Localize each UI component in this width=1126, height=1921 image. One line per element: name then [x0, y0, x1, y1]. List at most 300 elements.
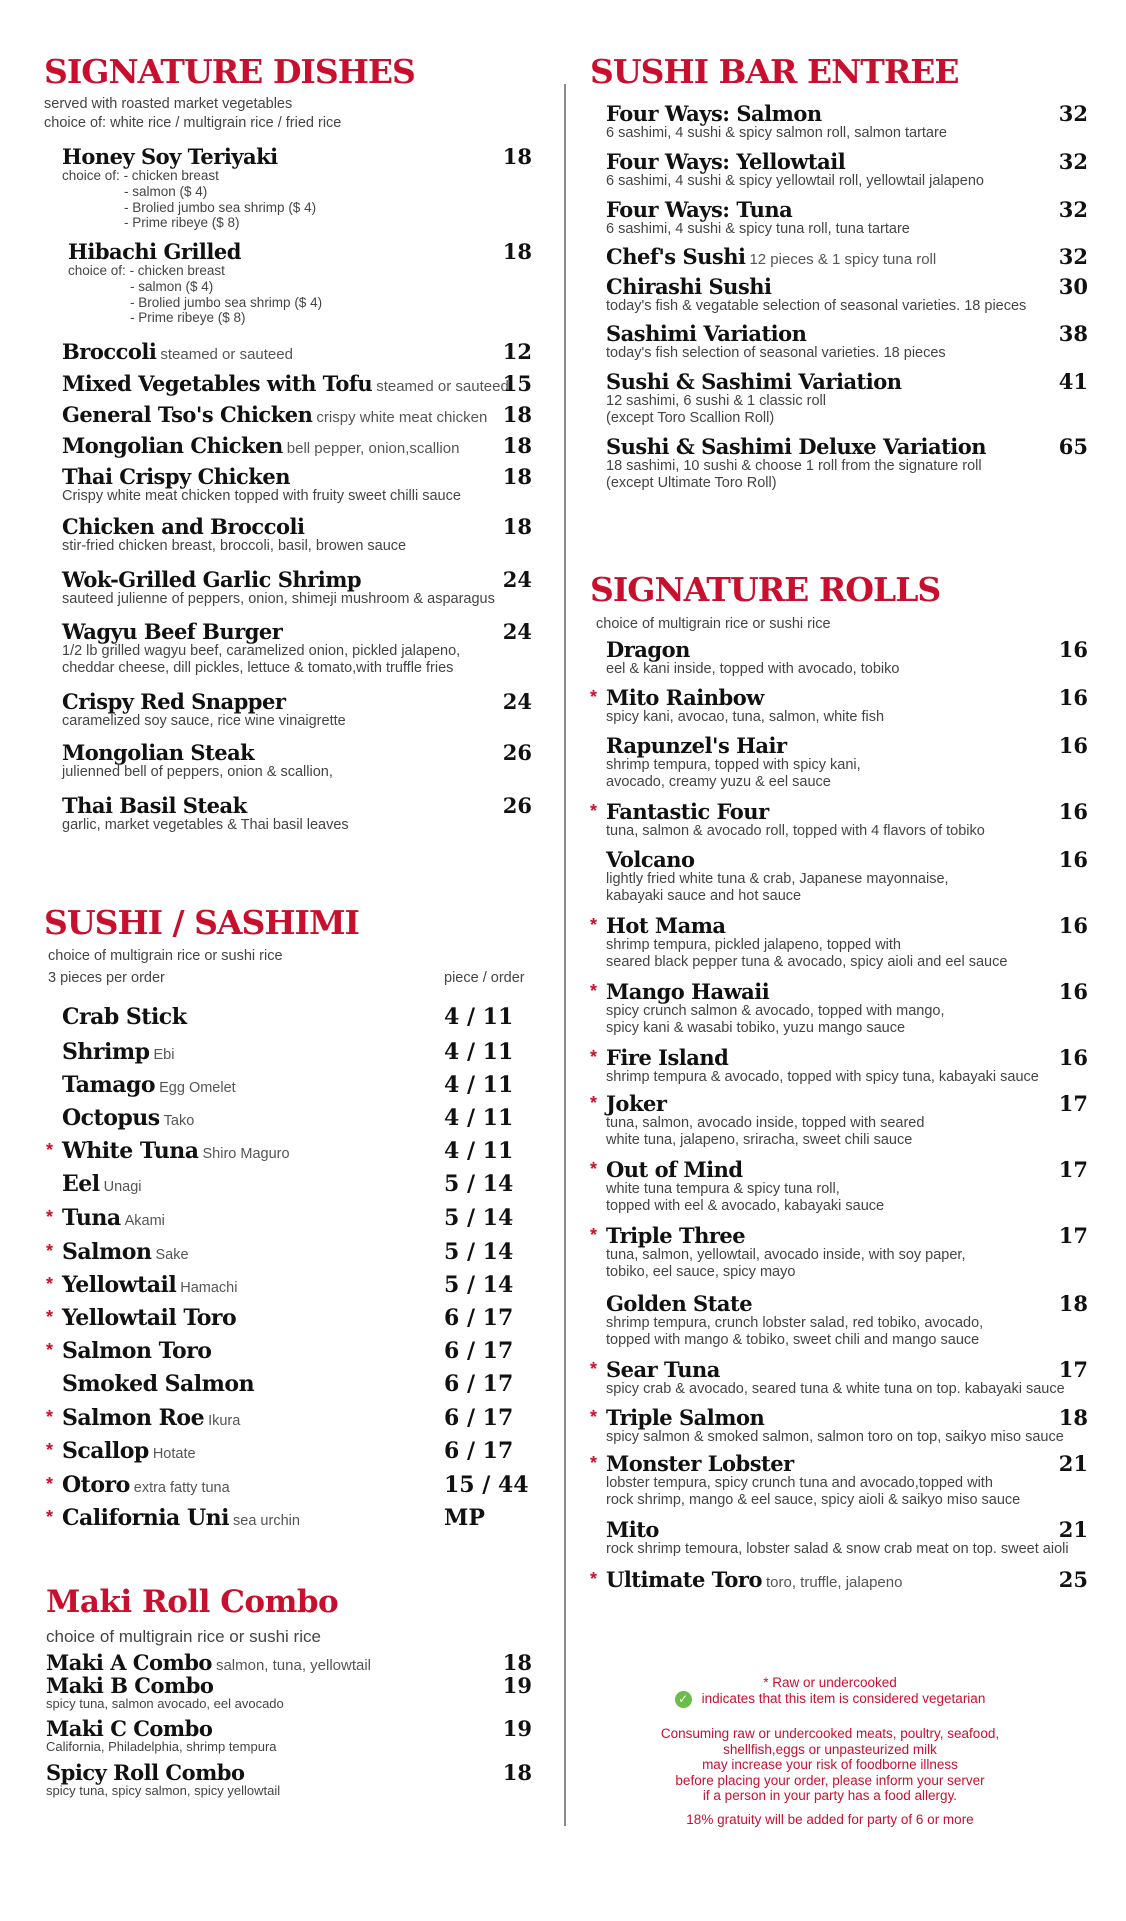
item-inline-desc: Ebi: [153, 1047, 175, 1063]
item-desc: shrimp tempura, crunch lobster salad, red tobiko, avocado,: [606, 1315, 984, 1332]
raw-star: *: [46, 1307, 54, 1327]
entree-item: [606, 435, 1088, 491]
menu-item: [46, 1651, 532, 1675]
item-price: 17: [1058, 1157, 1088, 1182]
roll-item: [590, 1451, 1088, 1508]
item-name: Ultimate Toro: [606, 1567, 762, 1592]
raw-star: *: [590, 915, 598, 935]
signature-rolls-title: SIGNATURE ROLLS: [590, 570, 941, 609]
item-price: 18: [502, 144, 532, 169]
item-inline-desc: sea urchin: [233, 1513, 300, 1529]
item-price: 26: [502, 740, 532, 765]
sushi-item: [62, 1073, 532, 1097]
item-desc: stir-fried chicken breast, broccoli, basil, browen sauce: [62, 538, 407, 555]
entree-item: [606, 150, 1088, 190]
raw-star: *: [590, 1453, 598, 1473]
item-price: 16: [1058, 637, 1088, 662]
item-inline-desc: bell pepper, onion,scallion: [286, 440, 460, 457]
item-price: 41: [1058, 369, 1088, 394]
entree-item: [606, 370, 1088, 426]
item-name: Scallop: [62, 1438, 149, 1464]
item-price: 24: [502, 567, 532, 592]
raw-star: *: [590, 687, 598, 707]
option: - Prime ribeye ($ 8): [130, 310, 246, 326]
raw-star: *: [590, 1047, 598, 1067]
item-name: Sushi & Sashimi Variation: [606, 369, 902, 394]
raw-star: *: [590, 1225, 598, 1245]
item-name-row: [606, 1092, 1088, 1115]
raw-star: *: [46, 1474, 54, 1494]
sushi-item: [62, 1372, 532, 1396]
item-name: Chicken and Broccoli: [62, 514, 305, 539]
item-inline-desc: salmon, tuna, yellowtail: [215, 1657, 372, 1674]
item-inline-desc: Egg Omelet: [159, 1080, 236, 1096]
item-inline-desc: steamed or sauteed: [376, 378, 509, 395]
sushi-item: [46, 1438, 532, 1464]
item-desc-line2: (except Toro Scallion Roll): [606, 409, 775, 426]
item-desc: white tuna tempura & spicy tuna roll,: [606, 1181, 840, 1198]
menu-item: [62, 372, 532, 396]
item-name-row: [606, 322, 1088, 345]
sushi-item: [62, 1040, 532, 1064]
item-price: 17: [1058, 1223, 1088, 1248]
item-name: California Uni: [62, 1505, 230, 1531]
item-price: 4 / 11: [444, 1039, 514, 1065]
roll-item: [606, 1518, 1088, 1558]
item-name: Yellowtail: [62, 1272, 177, 1298]
item-price: 25: [1058, 1567, 1088, 1592]
item-price: 16: [1058, 685, 1088, 710]
gratuity-note: 18% gratuity will be added for party of 6 or more: [686, 1812, 974, 1827]
roll-item: [590, 685, 1088, 726]
item-desc: lobster tempura, spicy crunch tuna and avocado,topped with: [606, 1475, 993, 1492]
column-divider: [564, 84, 566, 1826]
item-name: General Tso's Chicken: [62, 402, 313, 427]
item-name: Wagyu Beef Burger: [62, 619, 283, 644]
item-name: Golden State: [606, 1291, 753, 1316]
veg-note: indicates that this item is considered vegetarian: [701, 1691, 986, 1707]
raw-star: *: [590, 1569, 598, 1589]
item-inline-desc: Sake: [155, 1247, 189, 1263]
item-name: Triple Three: [606, 1223, 746, 1248]
raw-star: *: [590, 1159, 598, 1179]
item-name: Four Ways: Salmon: [606, 101, 822, 126]
item-price: 17: [1058, 1091, 1088, 1116]
item-desc: spicy crunch salmon & avocado, topped with mango,: [606, 1003, 945, 1020]
entree-item: [606, 245, 1088, 269]
item-price: 18: [502, 433, 532, 458]
item-desc: spicy kani, avocao, tuna, salmon, white fish: [606, 709, 885, 726]
item-price: 16: [1058, 1045, 1088, 1070]
item-name: Mito Rainbow: [606, 685, 764, 710]
entree-item: [606, 198, 1088, 238]
menu-item: [62, 568, 532, 608]
item-desc: Crispy white meat chicken topped with fruity sweet chilli sauce: [62, 488, 461, 505]
item-name: Hibachi Grilled: [68, 239, 241, 264]
roll-item: [590, 1157, 1088, 1214]
raw-star: *: [46, 1440, 54, 1460]
option: - chicken breast: [129, 263, 225, 279]
item-price: 5 / 14: [444, 1171, 514, 1197]
item-name: Dragon: [606, 637, 690, 662]
item-name: Monster Lobster: [606, 1451, 794, 1476]
item-name: Chirashi Sushi: [606, 274, 772, 299]
item-price: 18: [502, 1650, 532, 1675]
allergy-warning: [600, 1726, 1060, 1804]
sushi-item: [46, 1205, 532, 1231]
menu-item: [62, 794, 532, 834]
item-price: 16: [1058, 799, 1088, 824]
item-inline-desc: extra fatty tuna: [133, 1480, 230, 1496]
item-inline-desc: Shiro Maguro: [202, 1146, 290, 1162]
item-desc: caramelized soy sauce, rice wine vinaigrette: [62, 713, 346, 730]
item-price: 4 / 11: [444, 1138, 514, 1164]
item-inline-desc: Hotate: [152, 1446, 196, 1462]
roll-item: [590, 1091, 1088, 1148]
option: - Brolied jumbo sea shrimp ($ 4): [124, 199, 317, 215]
sushi-item: [62, 1005, 532, 1029]
item-price: 21: [1058, 1517, 1088, 1542]
menu-item: [62, 690, 532, 730]
roll-item: [590, 913, 1088, 970]
signature-dishes-sub2: choice of: white rice / multigrain rice / fried rice: [44, 115, 342, 131]
entree-item: [606, 102, 1088, 142]
item-name-row: [606, 1158, 1088, 1181]
item-inline-desc: Hamachi: [180, 1280, 238, 1296]
signature-dishes-title: SIGNATURE DISHES: [44, 52, 415, 91]
item-price: 18: [502, 239, 532, 264]
item-name: Rapunzel's Hair: [606, 733, 787, 758]
item-name: Salmon Toro: [62, 1338, 212, 1364]
option: - Brolied jumbo sea shrimp ($ 4): [130, 294, 323, 310]
entree-item: [606, 275, 1088, 315]
item-desc-line2: (except Ultimate Toro Roll): [606, 474, 777, 491]
roll-item: [590, 1223, 1088, 1280]
item-name-row: [606, 848, 1088, 871]
menu-item: [46, 1674, 532, 1712]
item-price: 16: [1058, 847, 1088, 872]
item-name: Otoro: [62, 1472, 130, 1498]
item-name-row: [606, 1518, 1088, 1541]
entree-item: [606, 322, 1088, 362]
choice-label: choice of:: [68, 263, 126, 279]
signature-rolls-sub: choice of multigrain rice or sushi rice: [596, 616, 831, 632]
roll-item: [590, 1405, 1088, 1446]
raw-star: *: [590, 981, 598, 1001]
roll-item: [590, 1567, 1088, 1592]
item-name: Sear Tuna: [606, 1357, 720, 1382]
item-desc-line2: avocado, creamy yuzu & eel sauce: [606, 773, 831, 790]
item-inline-desc: Tako: [163, 1113, 195, 1129]
option: - Prime ribeye ($ 8): [124, 215, 240, 231]
item-inline-desc: Unagi: [103, 1179, 142, 1195]
item-desc: tuna, salmon, avocado inside, topped with seared: [606, 1115, 925, 1132]
item-price: 18: [502, 464, 532, 489]
choice-label: choice of:: [62, 168, 120, 184]
menu-item: [62, 340, 532, 364]
item-price: 4 / 11: [444, 1105, 514, 1131]
item-name: Mixed Vegetables with Tofu: [62, 371, 373, 396]
item-name-row: [606, 245, 1088, 269]
sushi-sashimi-sub2: 3 pieces per order: [48, 970, 165, 986]
sushi-sashimi-sub1: choice of multigrain rice or sushi rice: [48, 948, 283, 964]
item-name: Maki A Combo: [46, 1650, 212, 1675]
menu-item: [46, 1761, 532, 1799]
item-desc: lightly fried white tuna & crab, Japanese mayonnaise,: [606, 871, 949, 888]
item-inline-desc: toro, truffle, jalapeno: [765, 1574, 903, 1591]
raw-star: *: [46, 1241, 54, 1261]
item-name-row: [606, 734, 1088, 757]
item-price: 38: [1058, 321, 1088, 346]
item-desc: 1/2 lb grilled wagyu beef, caramelized onion, pickled jalapeno,: [62, 643, 461, 660]
item-name: Sushi & Sashimi Deluxe Variation: [606, 434, 987, 459]
item-price: 65: [1058, 434, 1088, 459]
item-desc: 12 sashimi, 6 sushi & 1 classic roll: [606, 393, 826, 410]
check-icon: ✓: [675, 1691, 692, 1708]
roll-item: [606, 734, 1088, 790]
warning-line: if a person in your party has a food allergy.: [702, 1788, 958, 1804]
menu-item: [62, 515, 532, 555]
item-name: Fantastic Four: [606, 799, 769, 824]
roll-item: [606, 638, 1088, 678]
sushi-item: [46, 1472, 532, 1498]
item-desc: tuna, salmon & avocado roll, topped with 4 flavors of tobiko: [606, 823, 985, 840]
item-price: 21: [1058, 1451, 1088, 1476]
item-name-row: [606, 1292, 1088, 1315]
raw-star: *: [46, 1274, 54, 1294]
item-desc-line2: white tuna, jalapeno, sriracha, sweet chili sauce: [606, 1131, 913, 1148]
raw-star: *: [590, 1407, 598, 1427]
item-price: 32: [1058, 149, 1088, 174]
item-price: 15 / 44: [444, 1472, 529, 1498]
item-name-row: [606, 1358, 1088, 1381]
item-price: 6 / 17: [444, 1371, 514, 1397]
item-price: 16: [1058, 979, 1088, 1004]
item-desc: tuna, salmon, yellowtail, avocado inside, with soy paper,: [606, 1247, 966, 1264]
item-name: Four Ways: Yellowtail: [606, 149, 846, 174]
item-name: Hot Mama: [606, 913, 726, 938]
item-price: 24: [502, 619, 532, 644]
item-price: 24: [502, 689, 532, 714]
sushi-item: [46, 1138, 532, 1164]
item-name: Mongolian Steak: [62, 740, 255, 765]
menu-item: [62, 465, 532, 505]
roll-item: [590, 979, 1088, 1036]
veg-note-row: [600, 1691, 1060, 1708]
item-desc: sauteed julienne of peppers, onion, shimeji mushroom & asparagus: [62, 591, 495, 608]
item-name: Yellowtail Toro: [62, 1305, 237, 1331]
item-price: 32: [1058, 197, 1088, 222]
item-price: 4 / 11: [444, 1004, 514, 1030]
item-inline-desc: steamed or sauteed: [160, 346, 293, 363]
maki-combo-title: Maki Roll Combo: [46, 1584, 339, 1620]
item-price: 6 / 17: [444, 1438, 514, 1464]
item-price: 18: [502, 514, 532, 539]
item-desc: 6 sashimi, 4 sushi & spicy yellowtail roll, yellowtail jalapeno: [606, 173, 984, 190]
signature-dishes-sub1: served with roasted market vegetables: [44, 96, 293, 112]
warning-line: before placing your order, please inform your server: [675, 1772, 985, 1788]
item-desc: 6 sashimi, 4 sushi & spicy salmon roll, salmon tartare: [606, 125, 947, 142]
item-price: 6 / 17: [444, 1305, 514, 1331]
item-price: 6 / 17: [444, 1338, 514, 1364]
item-name: Salmon Roe: [62, 1405, 205, 1431]
item-inline-desc: Akami: [124, 1213, 165, 1229]
roll-item: [606, 1292, 1088, 1348]
item-price: 18: [1058, 1405, 1088, 1430]
item-price: 15: [502, 371, 532, 396]
item-price: 12: [502, 339, 532, 364]
menu-item: [62, 145, 532, 231]
item-name-row: [606, 800, 1088, 823]
option: - chicken breast: [123, 168, 219, 184]
menu-item: [46, 1717, 532, 1755]
item-price: 19: [502, 1716, 532, 1741]
item-name-row: [606, 198, 1088, 221]
raw-star: *: [46, 1340, 54, 1360]
item-price: 18: [502, 402, 532, 427]
item-name: Salmon: [62, 1239, 152, 1265]
sushi-sashimi-title: SUSHI / SASHIMI: [44, 903, 359, 942]
menu-item: [62, 741, 532, 781]
item-desc: 18 sashimi, 10 sushi & choose 1 roll from the signature roll: [606, 458, 982, 475]
item-desc-line2: cheddar cheese, dill pickles, lettuce & tomato,with truffle fries: [62, 659, 454, 676]
item-desc: shrimp tempura & avocado, topped with spicy tuna, kabayaki sauce: [606, 1069, 1039, 1086]
item-name: Joker: [606, 1091, 667, 1116]
item-price: 6 / 17: [444, 1405, 514, 1431]
item-name-row: [606, 1568, 1088, 1592]
item-price: 18: [502, 1760, 532, 1785]
menu-item: [62, 434, 532, 458]
roll-item: [590, 1357, 1088, 1398]
item-desc: shrimp tempura, topped with spicy kani,: [606, 757, 861, 774]
raw-star: *: [46, 1140, 54, 1160]
item-desc: California, Philadelphia, shrimp tempura: [46, 1739, 277, 1755]
item-name: Chef's Sushi: [606, 244, 746, 269]
menu-item: [62, 403, 532, 427]
item-name: Shrimp: [62, 1039, 150, 1065]
raw-star: *: [590, 801, 598, 821]
item-name: Honey Soy Teriyaki: [62, 144, 278, 169]
item-name: Mito: [606, 1517, 659, 1542]
warning-line: shellfish,eggs or unpasteurized milk: [723, 1741, 937, 1757]
item-desc: spicy salmon & smoked salmon, salmon toro on top, saikyo miso sauce: [606, 1429, 1064, 1446]
item-name: Crispy Red Snapper: [62, 689, 286, 714]
item-price: 19: [502, 1673, 532, 1698]
sushi-item: [46, 1505, 532, 1531]
item-inline-desc: Ikura: [208, 1413, 241, 1429]
item-desc-line2: topped with eel & avocado, kabayaki sauce: [606, 1197, 885, 1214]
item-name: Thai Basil Steak: [62, 793, 247, 818]
item-name: Tamago: [62, 1072, 156, 1098]
raw-star: *: [590, 1093, 598, 1113]
item-desc: shrimp tempura, pickled jalapeno, topped with: [606, 937, 901, 954]
item-desc-line2: topped with mango & tobiko, sweet chili and mango sauce: [606, 1331, 980, 1348]
item-desc: today's fish & vegatable selection of seasonal varieties. 18 pieces: [606, 298, 1027, 315]
roll-item: [606, 848, 1088, 904]
item-name-row: [606, 686, 1088, 709]
item-name-row: [606, 150, 1088, 173]
item-name: Maki C Combo: [46, 1716, 213, 1741]
item-desc-line2: seared black pepper tuna & avocado, spicy aioli and eel sauce: [606, 953, 1008, 970]
item-name-row: [606, 638, 1088, 661]
item-name: Octopus: [62, 1105, 160, 1131]
item-desc: 6 sashimi, 4 sushi & spicy tuna roll, tuna tartare: [606, 221, 910, 238]
item-price: 16: [1058, 733, 1088, 758]
item-name-row: [606, 1452, 1088, 1475]
sushi-item: [46, 1338, 532, 1364]
item-name: Fire Island: [606, 1045, 729, 1070]
item-name: Out of Mind: [606, 1157, 743, 1182]
item-price: 17: [1058, 1357, 1088, 1382]
item-price: 30: [1058, 274, 1088, 299]
item-name: Maki B Combo: [46, 1673, 214, 1698]
raw-star: *: [46, 1507, 54, 1527]
warning-line: may increase your risk of foodborne illness: [702, 1757, 958, 1773]
item-inline-desc: 12 pieces & 1 spicy tuna roll: [749, 251, 937, 268]
item-name: Tuna: [62, 1205, 121, 1231]
item-name-row: [606, 1406, 1088, 1429]
sushi-item: [46, 1305, 532, 1331]
item-name: Crab Stick: [62, 1004, 187, 1030]
sushi-item: [46, 1272, 532, 1298]
item-desc-line2: tobiko, eel sauce, spicy mayo: [606, 1263, 796, 1280]
sushi-item: [46, 1405, 532, 1431]
item-desc: spicy tuna, spicy salmon, spicy yellowtail: [46, 1783, 281, 1799]
item-name: Smoked Salmon: [62, 1371, 255, 1397]
item-inline-desc: crispy white meat chicken: [316, 409, 488, 426]
item-name: White Tuna: [62, 1138, 199, 1164]
item-name: Sashimi Variation: [606, 321, 807, 346]
item-desc: today's fish selection of seasonal varieties. 18 pieces: [606, 345, 946, 362]
roll-item: [590, 799, 1088, 840]
item-name-row: [606, 370, 1088, 393]
item-desc: eel & kani inside, topped with avocado, tobiko: [606, 661, 900, 678]
sushi-item: [62, 1172, 532, 1196]
menu-item: [62, 620, 532, 676]
item-name: Volcano: [606, 847, 695, 872]
sushi-item: [46, 1239, 532, 1265]
menu-item: [68, 240, 532, 326]
item-price: 26: [502, 793, 532, 818]
item-name: Spicy Roll Combo: [46, 1760, 245, 1785]
item-name: Four Ways: Tuna: [606, 197, 793, 222]
item-price: MP: [444, 1505, 485, 1531]
option: - salmon ($ 4): [130, 278, 214, 294]
item-price: 5 / 14: [444, 1272, 514, 1298]
raw-star: *: [46, 1407, 54, 1427]
item-name: Mongolian Chicken: [62, 433, 283, 458]
item-desc-line2: spicy kani & wasabi tobiko, yuzu mango sauce: [606, 1019, 906, 1036]
item-desc: rock shrimp temoura, lobster salad & snow crab meat on top. sweet aioli: [606, 1541, 1069, 1558]
item-name: Broccoli: [62, 339, 157, 364]
item-name-row: [606, 1224, 1088, 1247]
warning-line: Consuming raw or undercooked meats, poultry, seafood,: [660, 1726, 1000, 1741]
raw-star: *: [46, 1207, 54, 1227]
item-price: 5 / 14: [444, 1205, 514, 1231]
item-name: Eel: [62, 1171, 100, 1197]
raw-note: * Raw or undercooked: [763, 1675, 897, 1690]
item-desc: spicy crab & avocado, seared tuna & white tuna on top. kabayaki sauce: [606, 1381, 1065, 1398]
item-desc: julienned bell of peppers, onion & scallion,: [62, 764, 333, 781]
item-name: Wok-Grilled Garlic Shrimp: [62, 567, 362, 592]
item-price: 32: [1058, 101, 1088, 126]
sushi-item: [62, 1106, 532, 1130]
item-price: 18: [1058, 1291, 1088, 1316]
item-name-row: [606, 435, 1088, 458]
item-desc-line2: rock shrimp, mango & eel sauce, spicy aioli & saikyo miso sauce: [606, 1491, 1021, 1508]
item-price: 32: [1058, 244, 1088, 269]
item-price: 5 / 14: [444, 1239, 514, 1265]
